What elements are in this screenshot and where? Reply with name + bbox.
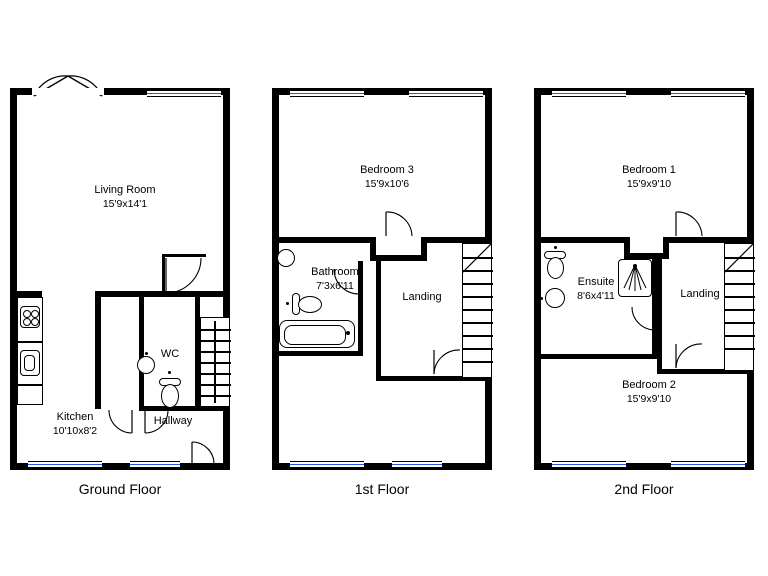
wall-bedroom3-lower-left (272, 237, 370, 243)
wall-bathroom-bottom (272, 351, 363, 356)
room-dimensions-kitchen: 10'10x8'2 (52, 425, 98, 437)
wall-kitchen-hallway (95, 291, 101, 409)
door-arc-front (190, 440, 222, 466)
room-label-landing-second (662, 287, 738, 301)
kitchen-worktop-divider (17, 341, 43, 343)
stair-diagonal-second (724, 243, 754, 273)
floor-title-second: 2nd Floor (614, 481, 674, 497)
room-dimensions-bedroom1: 15'9x9'10 (626, 178, 672, 190)
wall-bedroom3-step-3 (421, 237, 427, 261)
window-bedroom2-bottom-left (552, 461, 626, 468)
wc-toilet-flush-dot (168, 371, 171, 374)
bathtub-tap (346, 331, 350, 335)
bathroom-toilet-bowl (298, 296, 322, 313)
second-floor-plan (534, 88, 754, 470)
door-arc-landing-lower (432, 346, 464, 376)
window-landing-bottom (392, 461, 442, 468)
ensuite-toilet-flush-dot (554, 246, 557, 249)
floor-title-first: 1st Floor (354, 481, 410, 497)
window-bedroom1-top-left (552, 90, 626, 97)
room-dimensions-ensuite: 8'6x4'11 (577, 290, 615, 302)
room-dimensions-bathroom: 7'3x6'11 (316, 280, 354, 292)
bathroom-toilet-flush-dot (286, 302, 289, 305)
window-hallway-bottom (130, 461, 180, 468)
room-label-landing-first (382, 290, 462, 304)
kitchen-worktop-divider-2 (17, 384, 43, 386)
room-label-wc (145, 347, 195, 361)
room-name-living-room: Living Room (94, 184, 156, 196)
window-bedroom3-top-left (290, 90, 364, 97)
kitchen-hob (20, 306, 40, 328)
ground-floor-plan (10, 88, 230, 470)
room-name-bedroom2: Bedroom 2 (622, 379, 676, 391)
door-arc-ensuite (630, 306, 656, 332)
room-name-wc: WC (160, 348, 180, 360)
room-name-landing-second: Landing (680, 288, 720, 300)
wall-wc-left (139, 297, 144, 409)
kitchen-sink (20, 350, 40, 376)
room-label-bedroom1 (584, 163, 714, 191)
room-label-bedroom3 (322, 163, 452, 191)
window-kitchen-bottom (28, 461, 102, 468)
ensuite-basin-tap (540, 297, 543, 300)
room-name-bedroom3: Bedroom 3 (360, 164, 414, 176)
room-label-bathroom (292, 265, 378, 293)
room-name-ensuite: Ensuite (577, 276, 615, 288)
wc-toilet-bowl (161, 384, 179, 408)
bathroom-basin-tap (273, 257, 276, 260)
wall-bedroom1-step-right (663, 237, 669, 259)
room-label-hallway (138, 414, 208, 428)
floor-title-ground: Ground Floor (78, 481, 162, 497)
wall-bedroom1-lower-left (534, 237, 624, 243)
room-label-living-room (60, 183, 190, 211)
window-living-room-top (147, 90, 221, 97)
room-name-landing-first: Landing (402, 291, 442, 303)
stair-diagonal-first (462, 243, 492, 273)
room-label-ensuite (556, 275, 636, 303)
room-name-kitchen: Kitchen (56, 411, 94, 423)
door-arc-bedroom2 (674, 340, 706, 370)
door-arc-under-stairs (165, 257, 207, 295)
window-bedroom2-bottom-right (671, 461, 745, 468)
room-dimensions-bedroom2: 15'9x9'10 (626, 393, 672, 405)
room-dimensions-living-room: 15'9x14'1 (102, 198, 148, 210)
wall-ensuite-bottom (534, 354, 657, 359)
room-name-bathroom: Bathroom (311, 266, 359, 278)
room-dimensions-bedroom3: 15'9x10'6 (364, 178, 410, 190)
stair-direction-line (214, 321, 216, 403)
wall-landing2-left (657, 259, 662, 374)
window-bedroom1-top-right (671, 90, 745, 97)
window-bedroom3-top-right (409, 90, 483, 97)
room-name-hallway: Hallway (153, 415, 193, 427)
room-label-kitchen (35, 410, 115, 438)
door-arc-bedroom3 (384, 208, 416, 238)
first-floor-plan (272, 88, 492, 470)
room-name-bedroom1: Bedroom 1 (622, 164, 676, 176)
bathtub (279, 320, 355, 348)
room-label-bedroom2 (584, 378, 714, 406)
door-arc-bedroom1 (674, 208, 706, 238)
window-first-floor-bottom (290, 461, 364, 468)
entry-door-gap (32, 88, 104, 95)
